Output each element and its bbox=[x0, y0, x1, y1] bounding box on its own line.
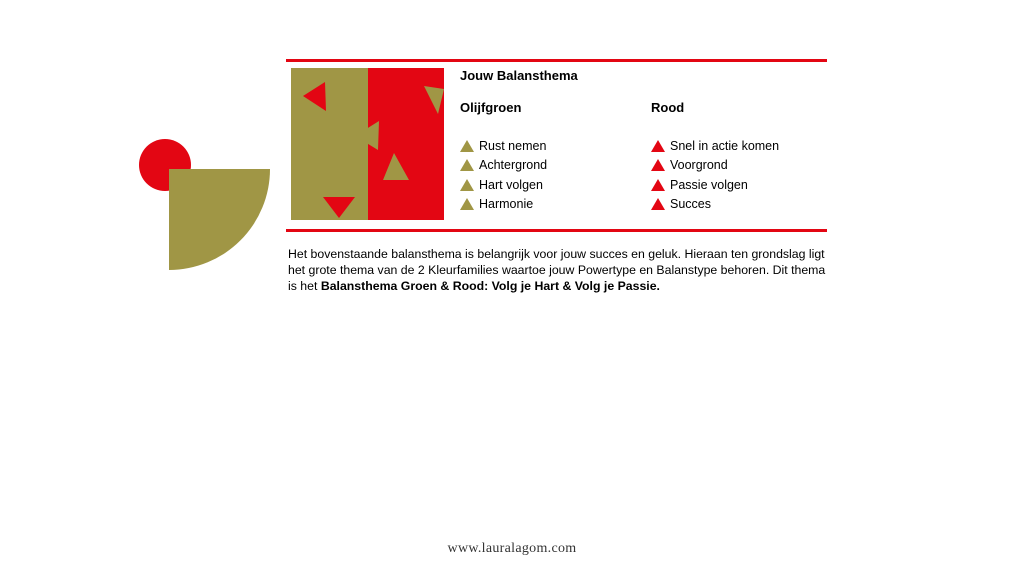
red-column bbox=[651, 100, 779, 214]
explanation-paragraph bbox=[288, 246, 833, 295]
red-triangle-icon bbox=[651, 140, 665, 152]
olive-column-title: Olijfgroen bbox=[460, 100, 522, 115]
logo-olive-quarter bbox=[169, 169, 270, 270]
brand-logo bbox=[138, 138, 272, 272]
trait-label: Hart volgen bbox=[479, 177, 543, 192]
red-triangle-icon bbox=[651, 159, 665, 171]
trait-label: Succes bbox=[670, 197, 711, 212]
bottom-red-rule bbox=[286, 229, 827, 232]
list-item bbox=[651, 156, 779, 176]
olive-trait-list bbox=[460, 136, 547, 214]
footer-url: www.lauralagom.com bbox=[447, 541, 577, 556]
paragraph-emphasis: Balansthema Groen & Rood: Volg je Hart & Volg je Passie. bbox=[320, 279, 660, 294]
list-item bbox=[460, 156, 547, 176]
trait-label: Harmonie bbox=[479, 197, 534, 212]
list-item bbox=[460, 175, 547, 195]
olive-triangle-icon bbox=[460, 198, 474, 210]
list-item bbox=[651, 195, 779, 215]
top-red-rule bbox=[286, 59, 827, 62]
list-item bbox=[651, 175, 779, 195]
olive-triangle-icon bbox=[460, 179, 474, 191]
trait-label: Snel in actie komen bbox=[670, 138, 780, 153]
olive-triangle-icon bbox=[460, 159, 474, 171]
trait-label: Rust nemen bbox=[479, 138, 547, 153]
red-triangle-icon bbox=[651, 179, 665, 191]
list-item bbox=[651, 136, 779, 156]
olive-triangle-icon bbox=[460, 140, 474, 152]
red-trait-list bbox=[651, 136, 779, 214]
olive-column bbox=[460, 100, 547, 214]
trait-label: Achtergrond bbox=[479, 158, 548, 173]
balance-theme-title: Jouw Balansthema bbox=[460, 68, 578, 83]
list-item bbox=[460, 136, 547, 156]
list-item bbox=[460, 195, 547, 215]
red-column-title: Rood bbox=[651, 100, 685, 115]
trait-label: Voorgrond bbox=[670, 158, 728, 173]
trait-label: Passie volgen bbox=[670, 177, 748, 192]
red-triangle-icon bbox=[651, 198, 665, 210]
balance-swatch bbox=[291, 68, 444, 220]
paragraph-body: Het bovenstaande balansthema is belangrijk voor jouw succes en geluk. Hieraan ten grondslag ligt het grote thema van de 2 Kleurfamilies waartoe jouw Powertype en Balanstype behoren. Dit thema is het bbox=[288, 247, 826, 294]
